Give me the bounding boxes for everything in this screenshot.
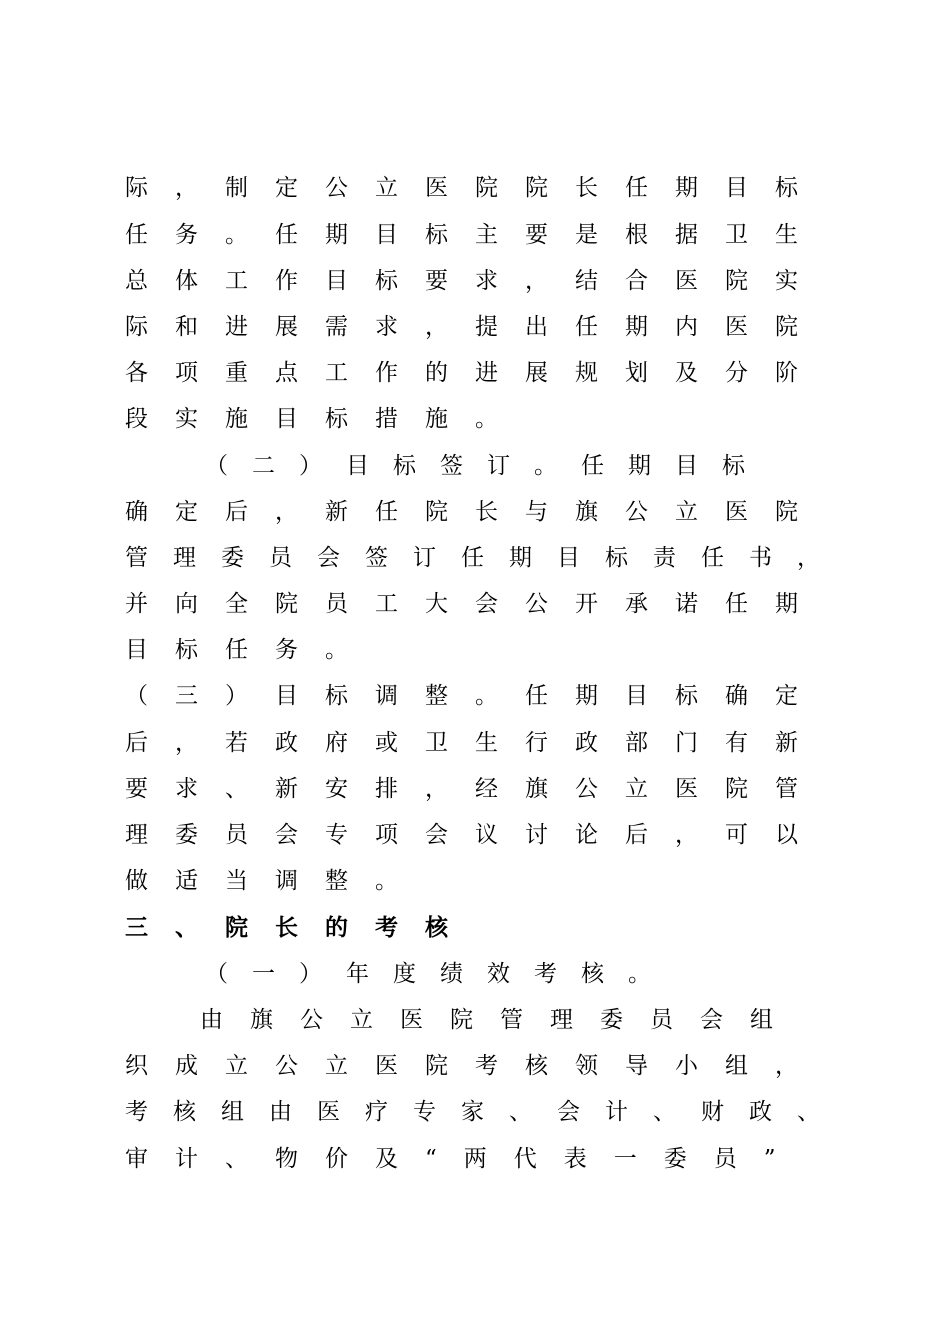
section-heading: 三、院长的考核 [125, 914, 475, 941]
text-line: 考核组由医疗专家、会计、财政、 [125, 1099, 845, 1125]
text-line: 审计、物价及“两代表一委员” [125, 1146, 803, 1172]
text-line: 织成立公立医院考核领导小组， [125, 1053, 825, 1079]
text-line: 段实施目标措施。 [125, 406, 525, 432]
text-line: 际，制定公立医院院长任期目标 [125, 175, 825, 201]
text-line: 确定后，新任院长与旗公立医院 [125, 499, 825, 525]
text-line: 任务。任期目标主要是根据卫生 [125, 222, 825, 248]
text-line: 管理委员会签订任期目标责任书， [125, 545, 845, 571]
section-subheading: （二）目标签订。任期目标 [205, 453, 769, 479]
text-line: 总体工作目标要求，结合医院实 [125, 268, 825, 294]
section-subheading: （一）年度绩效考核。 [205, 961, 675, 987]
text-line: 目标任务。 [125, 637, 375, 663]
text-line: 并向全院员工大会公开承诺任期 [125, 591, 825, 617]
text-line: 各项重点工作的进展规划及分阶 [125, 360, 825, 386]
text-line: 际和进展需求，提出任期内医院 [125, 314, 825, 340]
text-line: 做适当调整。 [125, 868, 425, 894]
text-line: 后，若政府或卫生行政部门有新 [125, 730, 825, 756]
text-line: 由旗公立医院管理委员会组 [200, 1007, 800, 1033]
text-line: 要求、新安排，经旗公立医院管 [125, 776, 825, 802]
section-subheading: （三）目标调整。任期目标确定 [125, 683, 825, 709]
text-line: 理委员会专项会议讨论后，可以 [125, 822, 825, 848]
